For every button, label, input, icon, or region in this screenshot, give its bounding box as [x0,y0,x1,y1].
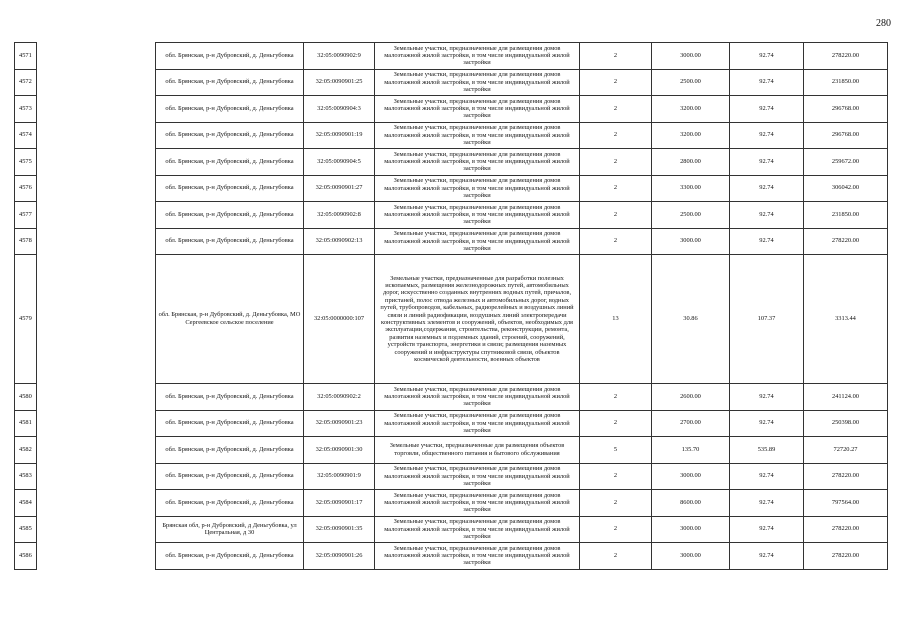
specific-value-cell: 92.74 [730,43,804,70]
cadastral-number-cell: 32:05:0090901:27 [304,175,375,202]
specific-value-cell: 92.74 [730,122,804,149]
group-cell: 2 [580,43,652,70]
specific-value-cell: 92.74 [730,463,804,490]
address-cell: обл. Брянская, р-н Дубровский, д. Деньгубовка [156,410,304,437]
row-number: 4581 [15,410,37,437]
specific-value-cell: 92.74 [730,543,804,570]
table-row [15,255,888,384]
group-cell: 2 [580,228,652,255]
cadastral-value-cell: 278220.00 [804,516,888,543]
specific-value-cell: 535.89 [730,437,804,464]
specific-value-cell: 92.74 [730,410,804,437]
row-number: 4583 [15,463,37,490]
cadastral-value-cell: 797564.00 [804,490,888,517]
blank-cell [37,516,156,543]
cadastral-number-cell: 32:05:0090901:25 [304,69,375,96]
blank-cell [37,543,156,570]
land-use-purpose-cell: Земельные участки, предназначенные для размещения домов малоэтажной жилой застройки, в том числе индивидуальной жилой застройки [375,384,580,411]
group-cell: 2 [580,543,652,570]
area-cell: 2500.00 [652,69,730,96]
cadastral-number-cell: 32:05:0090901:26 [304,543,375,570]
table-row [15,43,888,70]
area-cell: 3000.00 [652,228,730,255]
cadastral-number-cell: 32:05:0090901:23 [304,410,375,437]
table-row [15,202,888,229]
area-cell: 2800.00 [652,149,730,176]
cadastral-value-cell: 231850.00 [804,202,888,229]
area-cell: 8600.00 [652,490,730,517]
group-cell: 2 [580,69,652,96]
row-number: 4582 [15,437,37,464]
land-use-purpose-cell: Земельные участки, предназначенные для размещения домов малоэтажной жилой застройки, в том числе индивидуальной жилой застройки [375,490,580,517]
address-cell: обл. Брянская, р-н Дубровский, д. Деньгубовка [156,149,304,176]
table-row [15,516,888,543]
land-use-purpose-cell: Земельные участки, предназначенные для размещения домов малоэтажной жилой застройки, в том числе индивидуальной жилой застройки [375,43,580,70]
land-use-purpose-cell: Земельные участки, предназначенные для размещения домов малоэтажной жилой застройки, в том числе индивидуальной жилой застройки [375,463,580,490]
address-cell: обл. Брянская, р-н Дубровский, д. Деньгубовка [156,384,304,411]
specific-value-cell: 107.37 [730,255,804,384]
row-number: 4577 [15,202,37,229]
blank-cell [37,175,156,202]
cadastral-value-cell: 278220.00 [804,43,888,70]
table-row [15,69,888,96]
cadastral-table-container [14,42,887,570]
cadastral-number-cell: 32:05:0090901:9 [304,463,375,490]
land-use-purpose-cell: Земельные участки, предназначенные для размещения домов малоэтажной жилой застройки, в том числе индивидуальной жилой застройки [375,122,580,149]
blank-cell [37,490,156,517]
area-cell: 2500.00 [652,202,730,229]
table-row [15,175,888,202]
table-row [15,149,888,176]
land-use-purpose-cell: Земельные участки, предназначенные для размещения домов малоэтажной жилой застройки, в том числе индивидуальной жилой застройки [375,96,580,123]
area-cell: 135.70 [652,437,730,464]
cadastral-value-cell: 296768.00 [804,122,888,149]
land-use-purpose-cell: Земельные участки, предназначенные для размещения домов малоэтажной жилой застройки, в том числе индивидуальной жилой застройки [375,543,580,570]
land-use-purpose-cell: Земельные участки, предназначенные для размещения домов малоэтажной жилой застройки, в том числе индивидуальной жилой застройки [375,149,580,176]
area-cell: 3300.00 [652,175,730,202]
address-cell: Брянская обл, р-н Дубровский, д Деньгубовка, ул Центральная, д 30 [156,516,304,543]
specific-value-cell: 92.74 [730,175,804,202]
cadastral-value-cell: 278220.00 [804,463,888,490]
area-cell: 30.86 [652,255,730,384]
row-number: 4584 [15,490,37,517]
blank-cell [37,69,156,96]
row-number: 4575 [15,149,37,176]
page-number: 280 [876,18,891,29]
address-cell: обл. Брянская, р-н Дубровский, д. Деньгубовка [156,122,304,149]
group-cell: 2 [580,175,652,202]
area-cell: 3000.00 [652,543,730,570]
cadastral-value-cell: 241124.00 [804,384,888,411]
specific-value-cell: 92.74 [730,516,804,543]
cadastral-value-cell: 306042.00 [804,175,888,202]
cadastral-value-cell: 72720.27 [804,437,888,464]
cadastral-table [14,42,888,570]
cadastral-number-cell: 32:05:0090901:35 [304,516,375,543]
blank-cell [37,384,156,411]
specific-value-cell: 92.74 [730,228,804,255]
land-use-purpose-cell: Земельные участки, предназначенные для размещения домов малоэтажной жилой застройки, в том числе индивидуальной жилой застройки [375,69,580,96]
land-use-purpose-cell: Земельные участки, предназначенные для размещения объектов торговли, общественного питания и бытового обслуживания [375,437,580,464]
area-cell: 3000.00 [652,516,730,543]
address-cell: обл. Брянская, р-н Дубровский, д. Деньгубовка [156,43,304,70]
table-row [15,490,888,517]
table-body [15,43,888,570]
row-number: 4573 [15,96,37,123]
specific-value-cell: 92.74 [730,96,804,123]
cadastral-value-cell: 259672.00 [804,149,888,176]
land-use-purpose-cell: Земельные участки, предназначенные для разработки полезных ископаемых, размещения железнодорожных путей, автомобильных дорог, искусственно созданных внутренних водных путей, причалов, пристаней, полос отвода железных и автомобильных дорог, водных путей, трубопроводов, кабельных, радиорелейных и воздушных линий связи и линий радиофикации, воздушных линий электропередачи конструктивных элементов и сооружений, объектов, необходимых для эксплуатации,содержания, строительства, реконструкции, ремонта, развития наземных и подземных зданий, строений, сооружений, устройств транспорта, энергетики и связи; размещения наземных сооружений и инфраструктуры спутниковой связи, объектов космической деятельности, военных объектов [375,255,580,384]
table-row [15,463,888,490]
table-row [15,410,888,437]
cadastral-number-cell: 32:05:0090902:9 [304,43,375,70]
address-cell: обл. Брянская, р-н Дубровский, д. Деньгубовка [156,96,304,123]
group-cell: 2 [580,463,652,490]
blank-cell [37,437,156,464]
row-number: 4574 [15,122,37,149]
group-cell: 2 [580,96,652,123]
cadastral-value-cell: 278220.00 [804,543,888,570]
blank-cell [37,228,156,255]
address-cell: обл. Брянская, р-н Дубровский, д. Деньгубовка [156,202,304,229]
address-cell: обл. Брянская, р-н Дубровский, д. Деньгубовка [156,437,304,464]
row-number: 4576 [15,175,37,202]
table-row [15,543,888,570]
group-cell: 2 [580,410,652,437]
row-number: 4585 [15,516,37,543]
specific-value-cell: 92.74 [730,149,804,176]
cadastral-number-cell: 32:05:0090904:5 [304,149,375,176]
area-cell: 2600.00 [652,384,730,411]
area-cell: 2700.00 [652,410,730,437]
blank-cell [37,202,156,229]
table-row [15,96,888,123]
address-cell: обл. Брянская, р-н Дубровский, д. Деньгубовка, МО Сергеевское сельское поселение [156,255,304,384]
address-cell: обл. Брянская, р-н Дубровский, д. Деньгубовка [156,175,304,202]
land-use-purpose-cell: Земельные участки, предназначенные для размещения домов малоэтажной жилой застройки, в том числе индивидуальной жилой застройки [375,175,580,202]
address-cell: обл. Брянская, р-н Дубровский, д. Деньгубовка [156,463,304,490]
blank-cell [37,149,156,176]
land-use-purpose-cell: Земельные участки, предназначенные для размещения домов малоэтажной жилой застройки, в том числе индивидуальной жилой застройки [375,410,580,437]
area-cell: 3000.00 [652,463,730,490]
address-cell: обл. Брянская, р-н Дубровский, д. Деньгубовка [156,543,304,570]
group-cell: 2 [580,490,652,517]
row-number: 4586 [15,543,37,570]
table-row [15,384,888,411]
cadastral-number-cell: 32:05:0090902:13 [304,228,375,255]
group-cell: 13 [580,255,652,384]
land-use-purpose-cell: Земельные участки, предназначенные для размещения домов малоэтажной жилой застройки, в том числе индивидуальной жилой застройки [375,202,580,229]
address-cell: обл. Брянская, р-н Дубровский, д. Деньгубовка [156,69,304,96]
cadastral-value-cell: 296768.00 [804,96,888,123]
land-use-purpose-cell: Земельные участки, предназначенные для размещения домов малоэтажной жилой застройки, в том числе индивидуальной жилой застройки [375,228,580,255]
specific-value-cell: 92.74 [730,69,804,96]
specific-value-cell: 92.74 [730,490,804,517]
group-cell: 2 [580,202,652,229]
specific-value-cell: 92.74 [730,384,804,411]
area-cell: 3200.00 [652,96,730,123]
blank-cell [37,255,156,384]
address-cell: обл. Брянская, р-н Дубровский, д. Деньгубовка [156,490,304,517]
group-cell: 2 [580,122,652,149]
blank-cell [37,122,156,149]
cadastral-value-cell: 250398.00 [804,410,888,437]
table-row [15,122,888,149]
blank-cell [37,43,156,70]
blank-cell [37,410,156,437]
cadastral-number-cell: 32:05:0090902:2 [304,384,375,411]
group-cell: 2 [580,516,652,543]
cadastral-number-cell: 32:05:0090901:19 [304,122,375,149]
cadastral-value-cell: 231850.00 [804,69,888,96]
row-number: 4571 [15,43,37,70]
cadastral-number-cell: 32:05:0090901:17 [304,490,375,517]
cadastral-number-cell: 32:05:0090902:8 [304,202,375,229]
cadastral-number-cell: 32:05:0090901:30 [304,437,375,464]
group-cell: 2 [580,149,652,176]
row-number: 4579 [15,255,37,384]
table-row [15,437,888,464]
table-row [15,228,888,255]
group-cell: 2 [580,384,652,411]
row-number: 4578 [15,228,37,255]
blank-cell [37,96,156,123]
area-cell: 3200.00 [652,122,730,149]
specific-value-cell: 92.74 [730,202,804,229]
land-use-purpose-cell: Земельные участки, предназначенные для размещения домов малоэтажной жилой застройки, в том числе индивидуальной жилой застройки [375,516,580,543]
cadastral-number-cell: 32:05:0090904:3 [304,96,375,123]
row-number: 4572 [15,69,37,96]
cadastral-number-cell: 32:05:0000000:107 [304,255,375,384]
cadastral-value-cell: 278220.00 [804,228,888,255]
row-number: 4580 [15,384,37,411]
area-cell: 3000.00 [652,43,730,70]
address-cell: обл. Брянская, р-н Дубровский, д. Деньгубовка [156,228,304,255]
blank-cell [37,463,156,490]
group-cell: 5 [580,437,652,464]
cadastral-value-cell: 3313.44 [804,255,888,384]
